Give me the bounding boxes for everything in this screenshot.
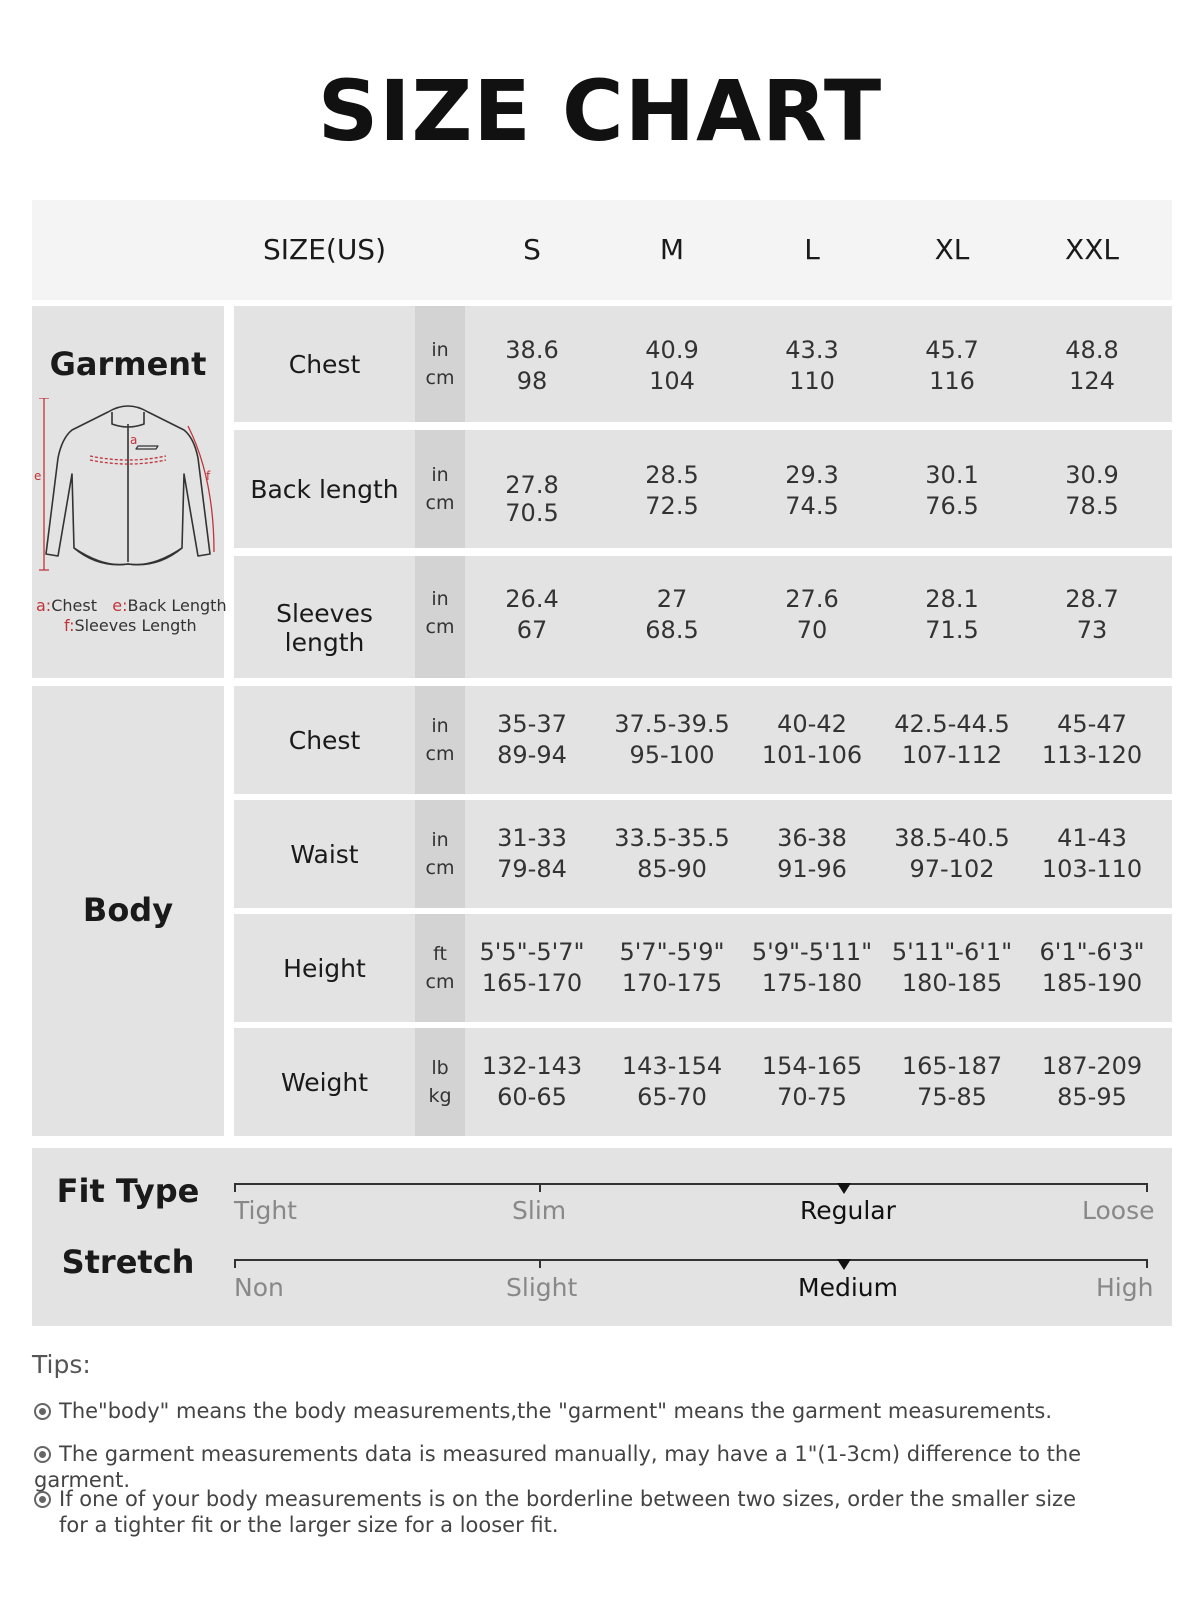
cell-value: 67 (516, 616, 548, 644)
cell-value: 79-84 (497, 855, 567, 883)
radio-bullet-icon (34, 1446, 51, 1463)
cell-value: 170-175 (621, 969, 723, 997)
cell-value: 6'1"-6'3" (1039, 938, 1145, 966)
cell-value: 26.4 (505, 585, 559, 613)
unit-in: in (431, 464, 449, 486)
stretch-scale (234, 1259, 1148, 1261)
unit-ft: ft (433, 943, 447, 965)
scale-tick (539, 1259, 541, 1268)
cell-value: 70.5 (505, 499, 559, 527)
radio-bullet-icon (34, 1491, 51, 1508)
cell-value: 180-185 (901, 969, 1003, 997)
unit-in: in (431, 715, 449, 737)
legend-sleeves-length: Sleeves Length (74, 616, 197, 635)
cell-value: 40-42 (777, 710, 847, 738)
cell-value: 45-47 (1057, 710, 1127, 738)
legend-key-e: e: (112, 596, 128, 615)
cell-value: 41-43 (1057, 824, 1127, 852)
size-header-m: M (659, 233, 685, 266)
cell-value: 187-209 (1041, 1052, 1143, 1080)
jersey-diagram-icon (34, 398, 222, 584)
row-label-chest: Chest (288, 350, 361, 379)
tip-item (34, 1398, 1174, 1424)
row-label-height: Height (283, 954, 366, 983)
diagram-legend-line1 (36, 596, 227, 615)
cell-value: 72.5 (645, 492, 699, 520)
diagram-mark-a: a (130, 433, 138, 447)
cell-value: 43.3 (785, 336, 839, 364)
unit-in: in (431, 829, 449, 851)
cell-value: 132-143 (481, 1052, 583, 1080)
unit-cm: cm (425, 492, 455, 514)
cell-value: 73 (1076, 616, 1108, 644)
legend-back-length: Back Length (127, 596, 227, 615)
cell-value: 85-95 (1057, 1083, 1127, 1111)
cell-value: 75-85 (917, 1083, 987, 1111)
stretch-marker-icon (837, 1259, 851, 1270)
garment-label: Garment (49, 345, 207, 383)
cell-value: 28.1 (925, 585, 979, 613)
unit-cm: cm (425, 857, 455, 879)
cell-value: 85-90 (637, 855, 707, 883)
fit-stop-slim: Slim (512, 1196, 567, 1225)
size-us-header: SIZE(US) (262, 233, 387, 266)
legend-key-f: f: (64, 616, 75, 635)
radio-bullet-icon (34, 1403, 51, 1420)
cell-value: 70 (796, 616, 828, 644)
body-label: Body (82, 891, 174, 929)
cell-value: 28.5 (645, 461, 699, 489)
cell-value: 103-110 (1041, 855, 1143, 883)
stretch-stop-slight: Slight (506, 1273, 578, 1302)
unit-cm: cm (425, 743, 455, 765)
cell-value: 33.5-35.5 (614, 824, 730, 852)
unit-in: in (431, 588, 449, 610)
cell-value: 60-65 (497, 1083, 567, 1111)
legend-chest: Chest (51, 596, 97, 615)
tip-item (34, 1486, 1174, 1538)
cell-value: 30.9 (1065, 461, 1119, 489)
scale-tick (1146, 1183, 1148, 1192)
cell-value: 165-187 (901, 1052, 1003, 1080)
cell-value: 70-75 (777, 1083, 847, 1111)
row-label-back-length: Back length (250, 475, 399, 504)
cell-value: 165-170 (481, 969, 583, 997)
page-title: SIZE CHART (317, 62, 883, 160)
cell-value: 38.5-40.5 (894, 824, 1010, 852)
cell-value: 91-96 (777, 855, 847, 883)
fit-stop-regular: Regular (800, 1196, 896, 1225)
diagram-mark-f: f (206, 469, 211, 483)
cell-value: 27 (656, 585, 688, 613)
cell-value: 38.6 (505, 336, 559, 364)
stretch-stop-high: High (1096, 1273, 1154, 1302)
unit-cm: cm (425, 616, 455, 638)
cell-value: 29.3 (785, 461, 839, 489)
cell-value: 35-37 (497, 710, 567, 738)
fit-type-label: Fit Type (56, 1172, 200, 1210)
tip-text-continued: for a tighter fit or the larger size for a looser fit. (59, 1513, 559, 1537)
cell-value: 5'11"-6'1" (891, 938, 1013, 966)
size-header-l: L (804, 233, 820, 266)
tip-text: The"body" means the body measurements,the "garment" means the garment measurements. (59, 1399, 1053, 1423)
legend-key-a: a: (36, 596, 52, 615)
unit-cm: cm (425, 367, 455, 389)
unit-lb: lb (431, 1057, 449, 1079)
diagram-legend-line2 (64, 616, 197, 635)
cell-value: 48.8 (1065, 336, 1119, 364)
cell-value: 76.5 (925, 492, 979, 520)
cell-value: 104 (649, 367, 695, 395)
stretch-stop-medium: Medium (798, 1273, 898, 1302)
cell-value: 5'7"-5'9" (619, 938, 725, 966)
cell-value: 98 (516, 367, 548, 395)
cell-value: 185-190 (1041, 969, 1143, 997)
cell-value: 143-154 (621, 1052, 723, 1080)
cell-value: 97-102 (909, 855, 995, 883)
cell-value: 27.8 (505, 471, 559, 499)
cell-value: 45.7 (925, 336, 979, 364)
size-header-s: S (523, 233, 541, 266)
size-header-xxl: XXL (1065, 233, 1119, 266)
cell-value: 78.5 (1065, 492, 1119, 520)
cell-value: 101-106 (761, 741, 863, 769)
tip-text: The garment measurements data is measured manually, may have a 1"(1-3cm) difference to the garment. (34, 1442, 1082, 1492)
stretch-label: Stretch (61, 1243, 195, 1281)
cell-value: 175-180 (761, 969, 863, 997)
row-label-sleeves-length: Sleeves length (276, 599, 373, 657)
row-label-waist: Waist (290, 840, 359, 869)
cell-value: 30.1 (925, 461, 979, 489)
scale-tick (1146, 1259, 1148, 1268)
diagram-mark-e: e (34, 469, 42, 483)
stretch-stop-non: Non (234, 1273, 284, 1302)
fit-stop-tight: Tight (234, 1196, 297, 1225)
cell-value: 36-38 (777, 824, 847, 852)
tips-title: Tips: (32, 1350, 91, 1379)
cell-value: 107-112 (901, 741, 1003, 769)
cell-value: 42.5-44.5 (894, 710, 1010, 738)
cell-value: 74.5 (785, 492, 839, 520)
cell-value: 65-70 (637, 1083, 707, 1111)
unit-in: in (431, 339, 449, 361)
cell-value: 71.5 (925, 616, 979, 644)
cell-value: 68.5 (645, 616, 699, 644)
cell-value: 37.5-39.5 (614, 710, 730, 738)
scale-tick (234, 1183, 236, 1192)
cell-value: 124 (1069, 367, 1115, 395)
tip-text: If one of your body measurements is on the borderline between two sizes, order the smaller size (59, 1487, 1077, 1511)
unit-cm: cm (425, 971, 455, 993)
scale-tick (539, 1183, 541, 1192)
cell-value: 5'9"-5'11" (751, 938, 873, 966)
cell-value: 95-100 (629, 741, 715, 769)
fit-stop-loose: Loose (1082, 1196, 1155, 1225)
row-label-body-chest: Chest (288, 726, 361, 755)
cell-value: 31-33 (497, 824, 567, 852)
size-header-xl: XL (934, 233, 970, 266)
unit-kg: kg (428, 1085, 452, 1107)
cell-value: 28.7 (1065, 585, 1119, 613)
cell-value: 116 (929, 367, 975, 395)
cell-value: 40.9 (645, 336, 699, 364)
fit-type-scale (234, 1183, 1148, 1185)
fit-type-marker-icon (837, 1183, 851, 1194)
cell-value: 89-94 (497, 741, 567, 769)
cell-value: 154-165 (761, 1052, 863, 1080)
cell-value: 110 (789, 367, 835, 395)
scale-tick (234, 1259, 236, 1268)
cell-value: 27.6 (785, 585, 839, 613)
row-label-weight: Weight (280, 1068, 369, 1097)
cell-value: 5'5"-5'7" (479, 938, 585, 966)
cell-value: 113-120 (1041, 741, 1143, 769)
